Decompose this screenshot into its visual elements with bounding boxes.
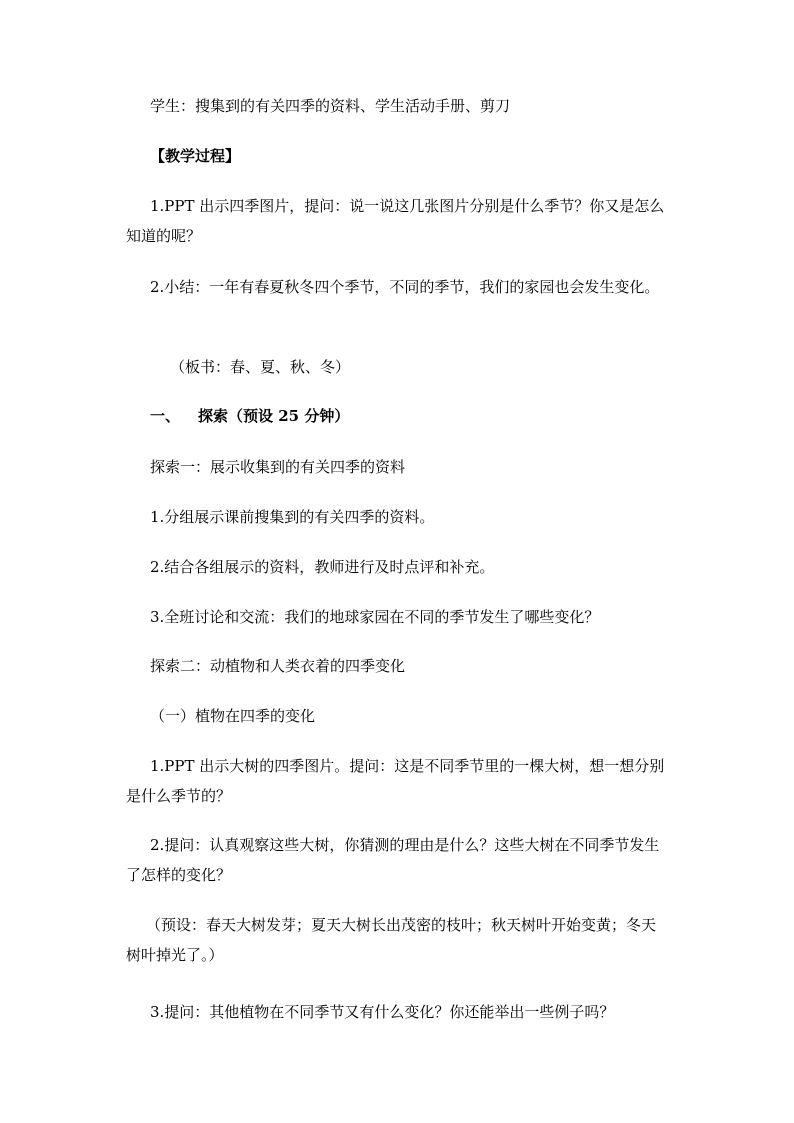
paragraph-other-plants: 3.提问：其他植物在不同季节又有什么变化？你还能举出一些例子吗？ (150, 1003, 615, 1021)
explore-one-step-3: 3.全班讨论和交流：我们的地球家园在不同的季节发生了哪些变化？ (150, 608, 600, 626)
paragraph-tree-observe: 2.提问：认真观察这些大树，你猜测的理由是什么？这些大树在不同季节发生了怎样的变化？ (126, 836, 660, 884)
explore-two-title: 探索二：动植物和人类衣着的四季变化 (150, 657, 406, 675)
plants-subsection-title: （一）植物在四季的变化 (150, 707, 316, 725)
section-number: 一、 (150, 407, 181, 425)
paragraph-preset-answer: （预设：春天大树发芽；夏天大树长出茂密的枝叶；秋天树叶开始变黄；冬天树叶掉光了。） (126, 916, 657, 964)
blackboard-note: （板书：春、夏、秋、冬） (170, 358, 351, 376)
explore-one-step-1: 1.分组展示课前搜集到的有关四季的资料。 (150, 508, 435, 526)
materials-line: 学生：搜集到的有关四季的资料、学生活动手册、剪刀 (150, 97, 511, 115)
section-heading-teaching-process: 【教学过程】 (150, 147, 241, 165)
paragraph-tree-ppt: 1.PPT 出示大树的四季图片。提问：这是不同季节里的一棵大树，想一想分别是什么季节的？ (126, 757, 665, 805)
paragraph-ppt-seasons: 1.PPT 出示四季图片，提问：说一说这几张图片分别是什么季节？你又是怎么知道的呢？ (126, 197, 665, 245)
explore-one-step-2: 2.结合各组展示的资料，教师进行及时点评和补充。 (150, 558, 495, 576)
paragraph-summary: 2.小结：一年有春夏秋冬四个季节，不同的季节，我们的家园也会发生变化。 (150, 278, 660, 296)
section-heading-explore: 探索（预设 25 分钟） (198, 407, 350, 425)
explore-one-title: 探索一：展示收集到的有关四季的资料 (150, 458, 406, 476)
